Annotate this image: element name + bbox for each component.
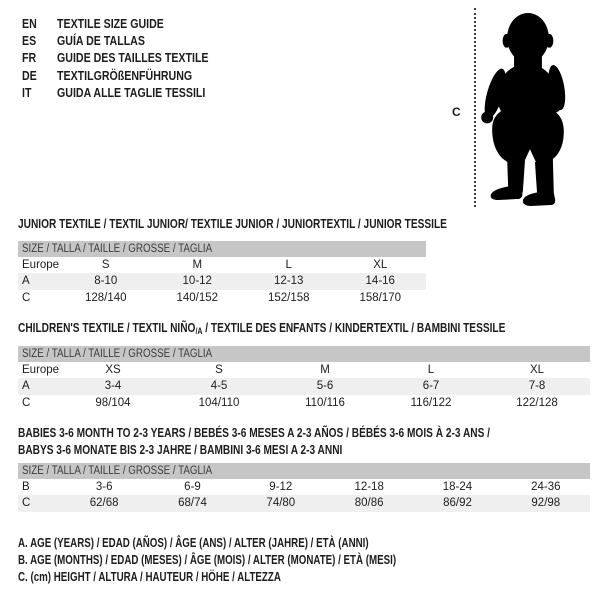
table-row-europe (18, 362, 590, 378)
table-row-europe (18, 257, 426, 273)
footnote-c: C. (cm) HEIGHT / ALTURA / HAUTEUR / HÖHE / ALTEZZA (18, 570, 281, 585)
table-row-height (18, 495, 590, 511)
junior-size-table (18, 241, 426, 306)
size-cell: 104/110 (198, 396, 240, 409)
size-cell: XL (373, 259, 388, 272)
table-row-age-months (18, 479, 590, 495)
language-row-it (22, 84, 235, 101)
size-cell: 6-9 (184, 481, 201, 494)
size-cell: 74/80 (266, 497, 296, 510)
row-label: A (22, 380, 30, 393)
row-label: Europe (22, 259, 60, 272)
size-cell: L (285, 259, 292, 272)
size-header-label: SIZE / TALLA / TAILLE / GRÖSSE / TAGLIA (22, 348, 213, 360)
size-cell: 12-18 (354, 481, 384, 494)
language-label: TEXTILE SIZE GUIDE (57, 16, 164, 31)
row-label: A (22, 275, 30, 288)
measure-label-c: C (452, 105, 461, 119)
table-row-height (18, 395, 590, 411)
size-cell: 10-12 (182, 275, 212, 288)
size-cell: 122/128 (516, 396, 558, 409)
footnote-a: A. AGE (YEARS) / EDAD (AÑOS) / ÂGE (ANS) / ALTER (JAHRE) / ETÀ (ANNI) (18, 536, 369, 550)
size-cell: M (320, 364, 330, 377)
language-label: GUIDE DES TAILLES TEXTILE (57, 51, 209, 66)
children-section-title: CHILDREN'S TEXTILE / TEXTIL NIÑO/A / TEXTILE DES ENFANTS / KINDERTEXTIL / BAMBINI TESSILE (18, 320, 506, 336)
size-cell: 5-6 (316, 380, 334, 393)
table-row-height (18, 290, 426, 306)
size-cell: 6-7 (422, 380, 440, 393)
size-cell: 80/86 (354, 497, 384, 510)
size-cell: 128/140 (84, 291, 127, 304)
babies-section-title-line1: BABIES 3-6 MONTH TO 2-3 YEARS / BEBÉS 3-6 MESES A 2-3 AÑOS / BÉBÉS 3-6 MOIS À 2-3 ANS / (18, 425, 490, 440)
table-header-bar (18, 346, 590, 362)
size-cell: 4-5 (210, 380, 228, 393)
size-cell: 9-12 (269, 481, 293, 494)
language-code: ES (22, 33, 37, 48)
babies-section-title-line2: BABYS 3-6 MONATE BIS 2-3 JAHRE / BAMBINI 3-6 MESI A 2-3 ANNI (18, 442, 343, 457)
size-cell: XS (105, 364, 121, 377)
footnote-block (18, 536, 503, 588)
language-row-en (22, 15, 235, 32)
language-code: IT (22, 85, 32, 100)
size-cell: 3-6 (95, 481, 113, 494)
size-cell: 62/68 (89, 497, 119, 510)
size-cell: 3-4 (104, 380, 122, 393)
size-cell: 8-10 (94, 275, 118, 288)
size-cell: 158/170 (359, 291, 402, 304)
language-code: FR (22, 51, 37, 66)
table-row-age (18, 273, 426, 289)
language-row-es (22, 32, 235, 49)
size-cell: 92/98 (531, 497, 561, 510)
size-cell: 7-8 (528, 380, 546, 393)
size-cell: S (101, 259, 110, 272)
language-label: GUÍA DE TALLAS (57, 33, 145, 48)
language-row-fr (22, 50, 235, 67)
title-subscript: /A (195, 326, 203, 336)
size-cell: XL (529, 364, 545, 377)
language-code: EN (22, 16, 37, 31)
size-header-label: SIZE / TALLA / TAILLE / GRÖSSE / TAGLIA (22, 243, 213, 255)
footnote-b: B. AGE (MONTHS) / EDAD (MESES) / ÂGE (MOIS) / ALTER (MONATE) / ETÀ (MESI) (18, 553, 397, 568)
size-cell: 12-13 (274, 275, 304, 288)
size-cell: 86/92 (443, 497, 472, 510)
size-cell: 110/116 (305, 396, 345, 409)
size-cell: L (427, 364, 435, 377)
size-cell: M (192, 259, 203, 272)
babies-size-table (18, 463, 590, 512)
row-label: C (22, 291, 31, 304)
size-cell: 14-16 (365, 275, 395, 288)
size-header-label: SIZE / TALLA / TAILLE / GRÖSSE / TAGLIA (22, 465, 213, 477)
size-cell: 140/152 (176, 291, 219, 304)
row-label: Europe (22, 364, 60, 377)
language-title-block (22, 15, 235, 101)
size-cell: S (215, 364, 223, 377)
junior-section-title: JUNIOR TEXTILE / TEXTIL JUNIOR/ TEXTILE JUNIOR / JUNIORTEXTIL / JUNIOR TESSILE (18, 216, 447, 231)
language-code: DE (22, 68, 37, 83)
size-cell: 18-24 (442, 481, 473, 494)
table-row-age (18, 378, 590, 394)
row-label: C (22, 396, 31, 409)
size-cell: 116/122 (410, 396, 452, 409)
table-header-bar (18, 241, 426, 257)
language-row-de (22, 67, 235, 84)
row-label: B (22, 481, 30, 494)
toddler-silhouette-icon (478, 8, 568, 207)
size-cell: 152/158 (267, 291, 310, 304)
size-cell: 98/104 (95, 396, 131, 409)
table-header-bar (18, 463, 590, 479)
size-cell: 24-36 (531, 481, 561, 494)
row-label: C (22, 497, 31, 510)
language-label: TEXTILGRÖßENFÜHRUNG (57, 68, 193, 83)
children-size-table (18, 346, 590, 411)
language-label: GUIDA ALLE TAGLIE TESSILI (57, 85, 206, 100)
height-measure-dotted-line (474, 8, 476, 207)
size-cell: 68/74 (178, 497, 207, 510)
